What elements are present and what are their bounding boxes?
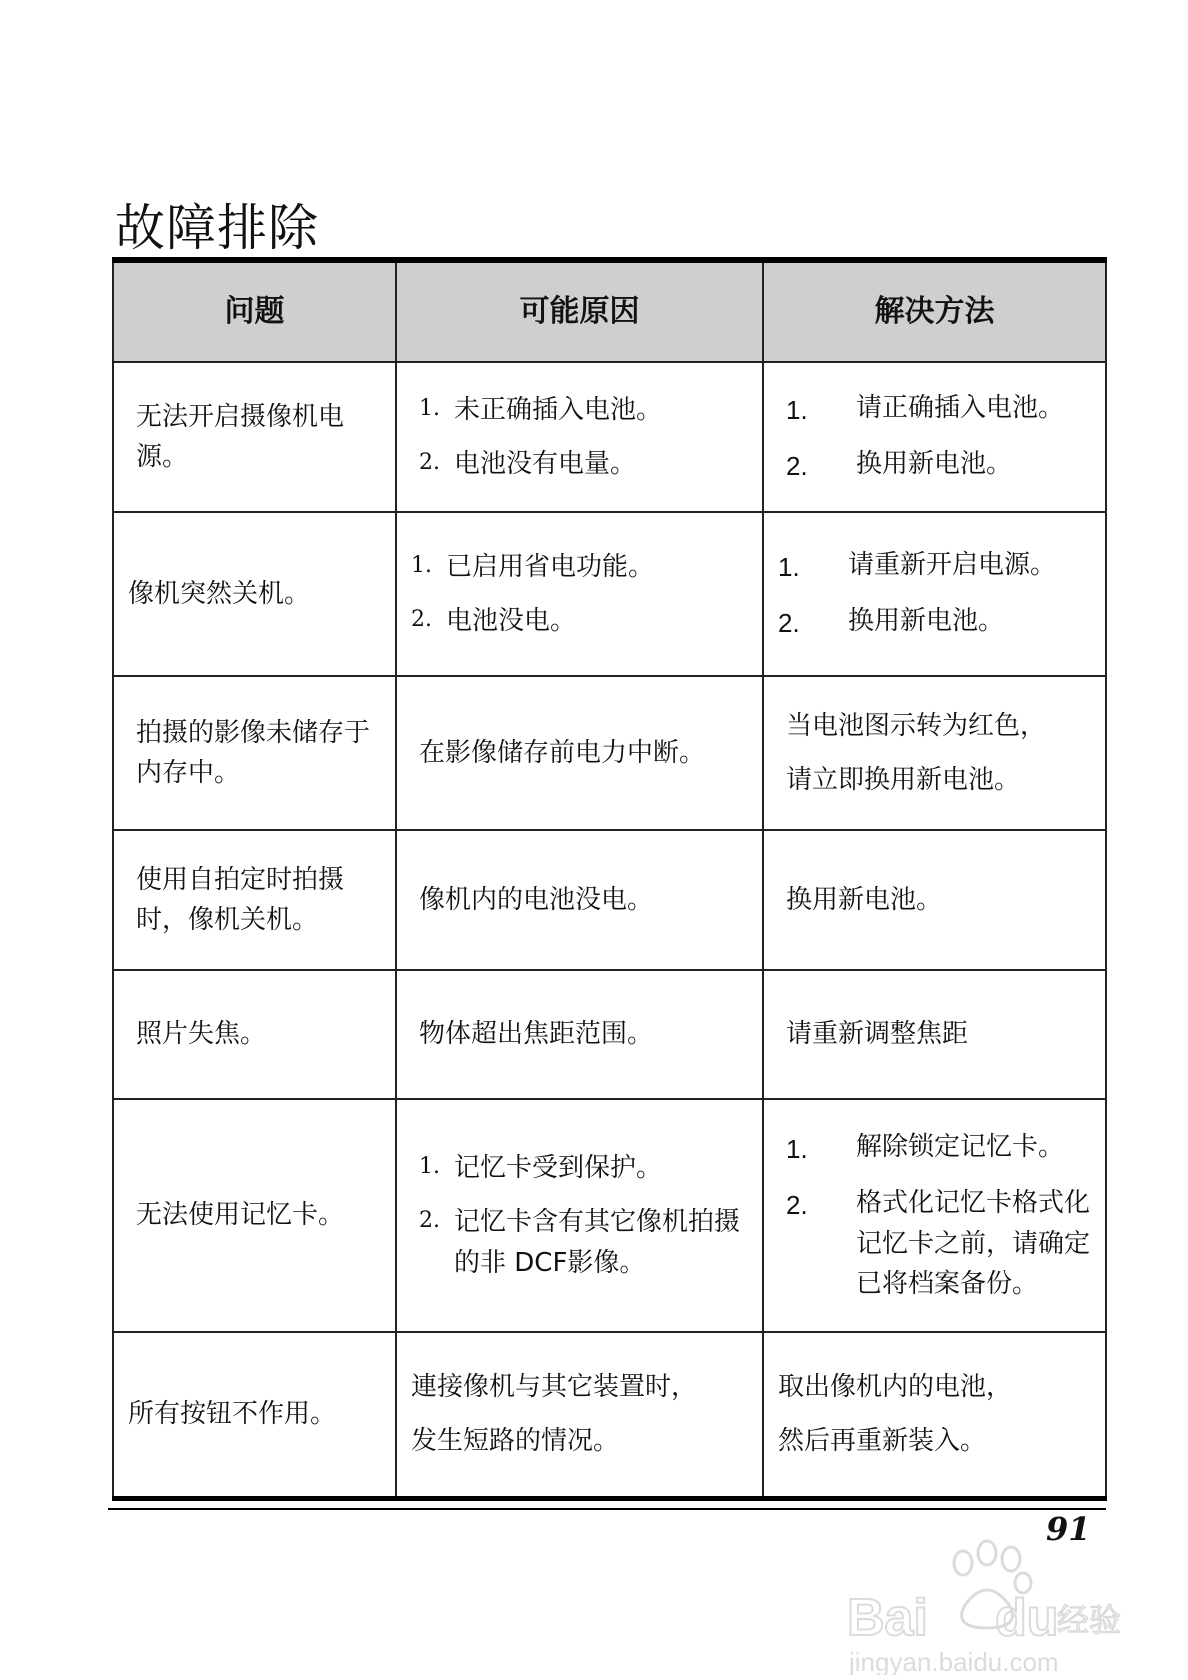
table-row xyxy=(113,970,1106,1099)
cause-line: 連接像机与其它装置时， xyxy=(411,1371,698,1402)
solution-line: 请重新调整焦距 xyxy=(786,1019,969,1050)
cause-cell: 物体超出焦距范围。 xyxy=(396,970,763,1099)
table-header-row xyxy=(113,260,1106,362)
solution-cell xyxy=(763,1332,1106,1498)
solution-item: 1. 请重新开启电源。 xyxy=(778,549,1057,582)
solution-line: 取出像机内的电池， xyxy=(778,1371,1013,1402)
cause-cell: 在影像储存前电力中断。 xyxy=(396,676,763,830)
cause-item: 2. 电池没电。 xyxy=(411,606,577,636)
solution-cell xyxy=(763,970,1106,1099)
svg-text:jingyan.baidu.com: jingyan.baidu.com xyxy=(849,1647,1059,1675)
problem-cell: 像机突然关机。 xyxy=(113,512,396,676)
problem-cell: 拍摄的影像未储存于内存中。 xyxy=(113,676,396,830)
solution-cell xyxy=(763,676,1106,830)
cause-item: 1. 记忆卡受到保护。 xyxy=(419,1153,663,1184)
solution-item: 1. 请正确插入电池。 xyxy=(786,392,1065,425)
cause-cell xyxy=(396,512,763,676)
baidu-watermark-logo xyxy=(845,1525,1125,1675)
cause-cell xyxy=(396,362,763,512)
table-row xyxy=(113,830,1106,970)
solution-item: 2. 换用新电池。 xyxy=(778,606,1005,638)
table-row xyxy=(113,1099,1106,1332)
problem-cell: 无法使用记忆卡。 xyxy=(113,1099,396,1332)
cause-item: 2. 电池没有电量。 xyxy=(419,449,637,479)
cause-cell: 像机内的电池没电。 xyxy=(396,830,763,970)
header-solution: 解决方法 xyxy=(763,260,1106,362)
svg-text:Bai: Bai xyxy=(847,1589,928,1647)
solution-item: 2. 换用新电池。 xyxy=(786,449,1013,481)
solution-item: 2. 格式化记忆卡格式化记忆卡之前，请确定已将档案备份。 xyxy=(786,1188,1091,1299)
page-number: 91 xyxy=(1046,1510,1091,1548)
cause-item: 2. 记忆卡含有其它像机拍摄的非 DCF影像。 xyxy=(419,1207,741,1278)
header-cause: 可能原因 xyxy=(396,260,763,362)
cause-cell xyxy=(396,1332,763,1498)
troubleshooting-table xyxy=(112,257,1107,1501)
header-problem: 问题 xyxy=(113,260,396,362)
svg-text:经验: 经验 xyxy=(1057,1601,1122,1639)
solution-line: 当电池图示转为红色， xyxy=(786,710,1047,741)
solution-item: 1. 解除锁定记忆卡。 xyxy=(786,1131,1065,1164)
solution-cell xyxy=(763,830,1106,970)
cause-item: 1. 已启用省电功能。 xyxy=(411,551,655,582)
cause-line: 发生短路的情况。 xyxy=(411,1426,620,1457)
cause-item: 1. 未正确插入电池。 xyxy=(419,394,663,425)
cause-cell xyxy=(396,1099,763,1332)
problem-cell: 所有按钮不作用。 xyxy=(113,1332,396,1498)
solution-line: 换用新电池。 xyxy=(786,884,943,915)
table-row xyxy=(113,1332,1106,1498)
solution-line: 请立即换用新电池。 xyxy=(786,765,1021,795)
svg-text:du: du xyxy=(995,1589,1059,1647)
solution-cell xyxy=(763,512,1106,676)
table-row xyxy=(113,362,1106,512)
solution-cell xyxy=(763,1099,1106,1332)
problem-cell: 使用自拍定时拍摄时，像机关机。 xyxy=(113,830,396,970)
page-title: 故障排除 xyxy=(115,199,319,257)
problem-cell: 照片失焦。 xyxy=(113,970,396,1099)
table-row xyxy=(113,512,1106,676)
table-row xyxy=(113,676,1106,830)
problem-cell: 无法开启摄像机电源。 xyxy=(113,362,396,512)
footer-rule xyxy=(108,1508,1106,1510)
solution-line: 然后再重新装入。 xyxy=(778,1426,987,1457)
solution-cell xyxy=(763,362,1106,512)
